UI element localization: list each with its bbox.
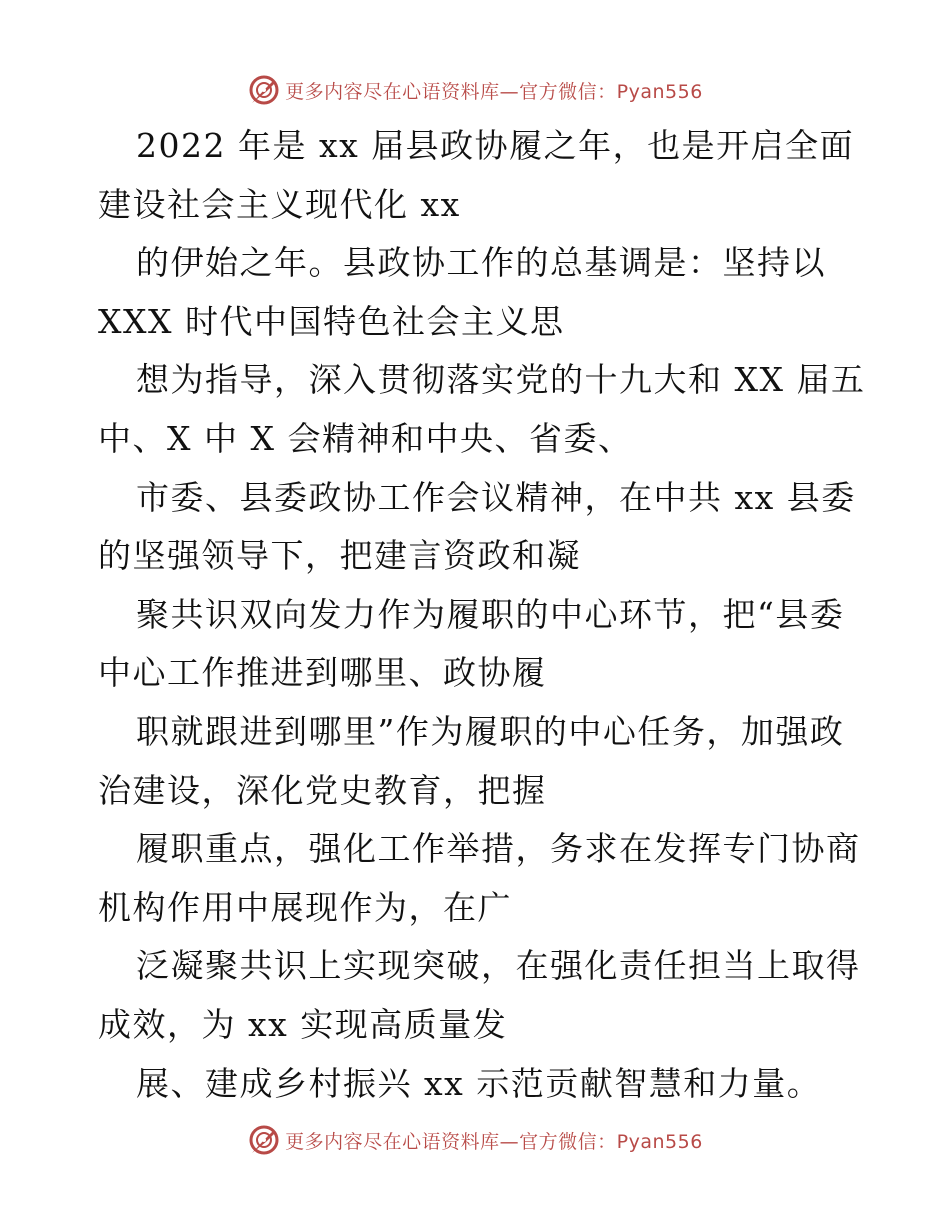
text-line: 的伊始之年。县政协工作的总基调是：坚持以	[136, 243, 826, 283]
text-line: 职就跟进到哪里”作为履职的中心任务，加强政	[136, 711, 845, 751]
pen-logo-icon	[247, 1123, 281, 1157]
footer-banner	[0, 1122, 950, 1158]
text-line: 治建设，深化党史教育，把握	[98, 770, 547, 810]
text-line: 建设社会主义现代化 xx	[98, 184, 461, 224]
text-line: 履职重点，强化工作举措，务求在发挥专门协商	[136, 829, 861, 869]
text-line: 的坚强领导下，把建言资政和凝	[98, 536, 581, 576]
header-banner	[0, 72, 950, 108]
footer-banner-text: 更多内容尽在心语资料库—官方微信：Pyan556	[285, 1130, 703, 1153]
text-line: 聚共识双向发力作为履职的中心环节，把“县委	[136, 594, 845, 634]
text-line: 想为指导，深入贯彻落实党的十九大和 XX 届五	[136, 360, 866, 400]
pen-logo-icon	[247, 73, 281, 107]
header-banner-text: 更多内容尽在心语资料库—官方微信：Pyan556	[285, 80, 703, 103]
text-line: XXX 时代中国特色社会主义思	[98, 301, 565, 341]
text-line: 机构作用中展现作为，在广	[98, 887, 512, 927]
text-line: 泛凝聚共识上实现突破，在强化责任担当上取得	[136, 946, 861, 986]
text-line: 展、建成乡村振兴 xx 示范贡献智慧和力量。	[136, 1063, 822, 1103]
text-line: 中心工作推进到哪里、政协履	[98, 653, 547, 693]
text-line: 2022 年是 xx 届县政协履之年，也是开启全面	[136, 126, 855, 165]
text-line: 中、X 中 X 会精神和中央、省委、	[98, 418, 633, 458]
document-body	[98, 117, 866, 1113]
text-line: 市委、县委政协工作会议精神，在中共 xx 县委	[136, 477, 856, 517]
text-line: 成效，为 xx 实现高质量发	[98, 1004, 508, 1044]
